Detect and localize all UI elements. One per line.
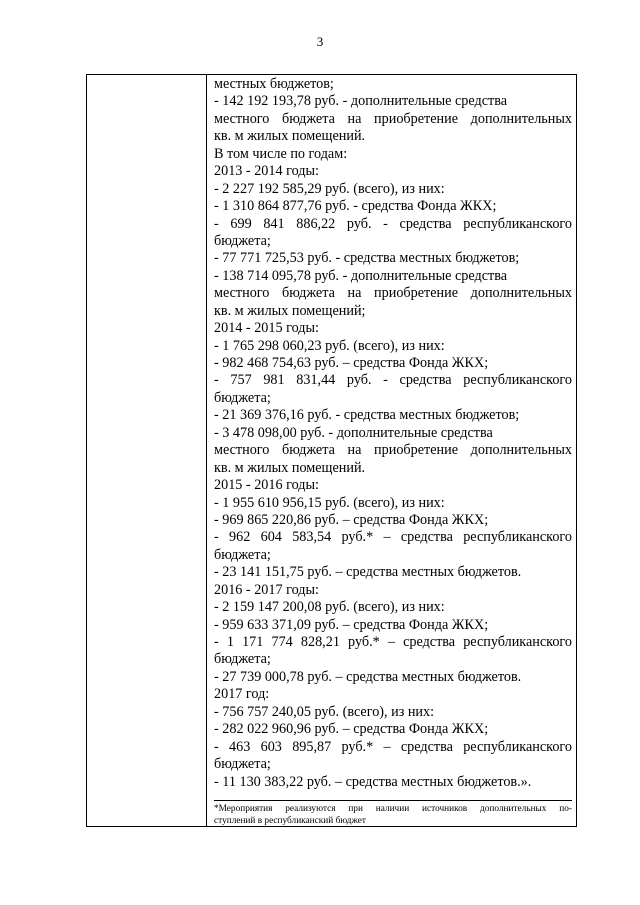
text-line: - 756 757 240,05 руб. (всего), из них: [214, 703, 435, 720]
text-line: 2013 - 2014 годы: [214, 163, 319, 180]
text-line: местных бюджетов; [214, 76, 334, 92]
text-line: бюджета; [214, 651, 271, 668]
text-line: - 1 310 864 877,76 руб. - средства Фонда ЖКХ; [214, 198, 497, 215]
text-line: - 699 841 886,22 руб. - средства республиканского [214, 215, 572, 232]
text-line: - 27 739 000,78 руб. – средства местных бюджетов. [214, 668, 522, 685]
text-line: - 962 604 583,54 руб.* – средства республиканского [214, 529, 572, 546]
text-line: кв. м жилых помещений. [214, 128, 366, 145]
text-line: местного бюджета на приобретение дополнительных [214, 110, 572, 127]
text-line: - 142 192 193,78 руб. - дополнительные средства [214, 93, 508, 110]
footnote [214, 803, 572, 827]
text-line: 2014 - 2015 годы: [214, 320, 319, 337]
text-line: - 11 130 383,22 руб. – средства местных бюджетов.». [214, 773, 532, 790]
footnote-line: *Мероприятия реализуются при наличии источников дополнительных по- [214, 803, 572, 814]
text-line: - 77 771 725,53 руб. - средства местных бюджетов; [214, 250, 520, 267]
text-line: - 1 171 774 828,21 руб.* – средства республиканского [214, 634, 572, 650]
text-line: бюджета; [214, 389, 271, 406]
table-right-column [207, 75, 576, 826]
text-line: - 969 865 220,86 руб. – средства Фонда ЖКХ; [214, 511, 489, 528]
text-line: 2016 - 2017 годы: [214, 581, 319, 598]
page-number: 3 [316, 34, 324, 49]
text-line: бюджета; [214, 756, 271, 773]
text-line: - 3 478 098,00 руб. - дополнительные средства [214, 424, 493, 441]
text-line: бюджета; [214, 546, 271, 563]
text-line: - 463 603 895,87 руб.* – средства республиканского [214, 738, 572, 755]
funding-text-block [214, 76, 572, 791]
text-line: 2015 - 2016 годы: [214, 477, 319, 494]
footnote-line: ступлений в республиканский бюджет [214, 815, 366, 826]
text-line: - 138 714 095,78 руб. - дополнительные средства [214, 267, 508, 284]
text-line: - 1 955 610 956,15 руб. (всего), из них: [214, 494, 445, 511]
text-line: - 2 227 192 585,29 руб. (всего), из них: [214, 180, 445, 197]
text-line: - 2 159 147 200,08 руб. (всего), из них: [214, 599, 445, 616]
footnote-separator [214, 800, 572, 801]
document-table [86, 74, 577, 827]
text-line: - 757 981 831,44 руб. - средства республиканского [214, 372, 572, 389]
text-line: - 1 765 298 060,23 руб. (всего), из них: [214, 337, 445, 354]
table-left-column [87, 75, 207, 826]
text-line: 2017 год: [214, 686, 270, 703]
text-line: местного бюджета на приобретение дополнительных [214, 285, 572, 302]
text-line: - 982 468 754,63 руб. – средства Фонда ЖКХ; [214, 355, 489, 371]
text-line: - 282 022 960,96 руб. – средства Фонда ЖКХ; [214, 721, 489, 738]
text-line: - 959 633 371,09 руб. – средства Фонда ЖКХ; [214, 616, 489, 633]
text-line: - 21 369 376,16 руб. - средства местных бюджетов; [214, 407, 520, 424]
text-line: кв. м жилых помещений; [214, 302, 366, 319]
text-line: кв. м жилых помещений. [214, 459, 366, 476]
text-line: В том числе по годам: [214, 145, 348, 162]
text-line: местного бюджета на приобретение дополнительных [214, 442, 572, 459]
text-line: бюджета; [214, 232, 271, 249]
text-line: - 23 141 151,75 руб. – средства местных бюджетов. [214, 564, 522, 581]
